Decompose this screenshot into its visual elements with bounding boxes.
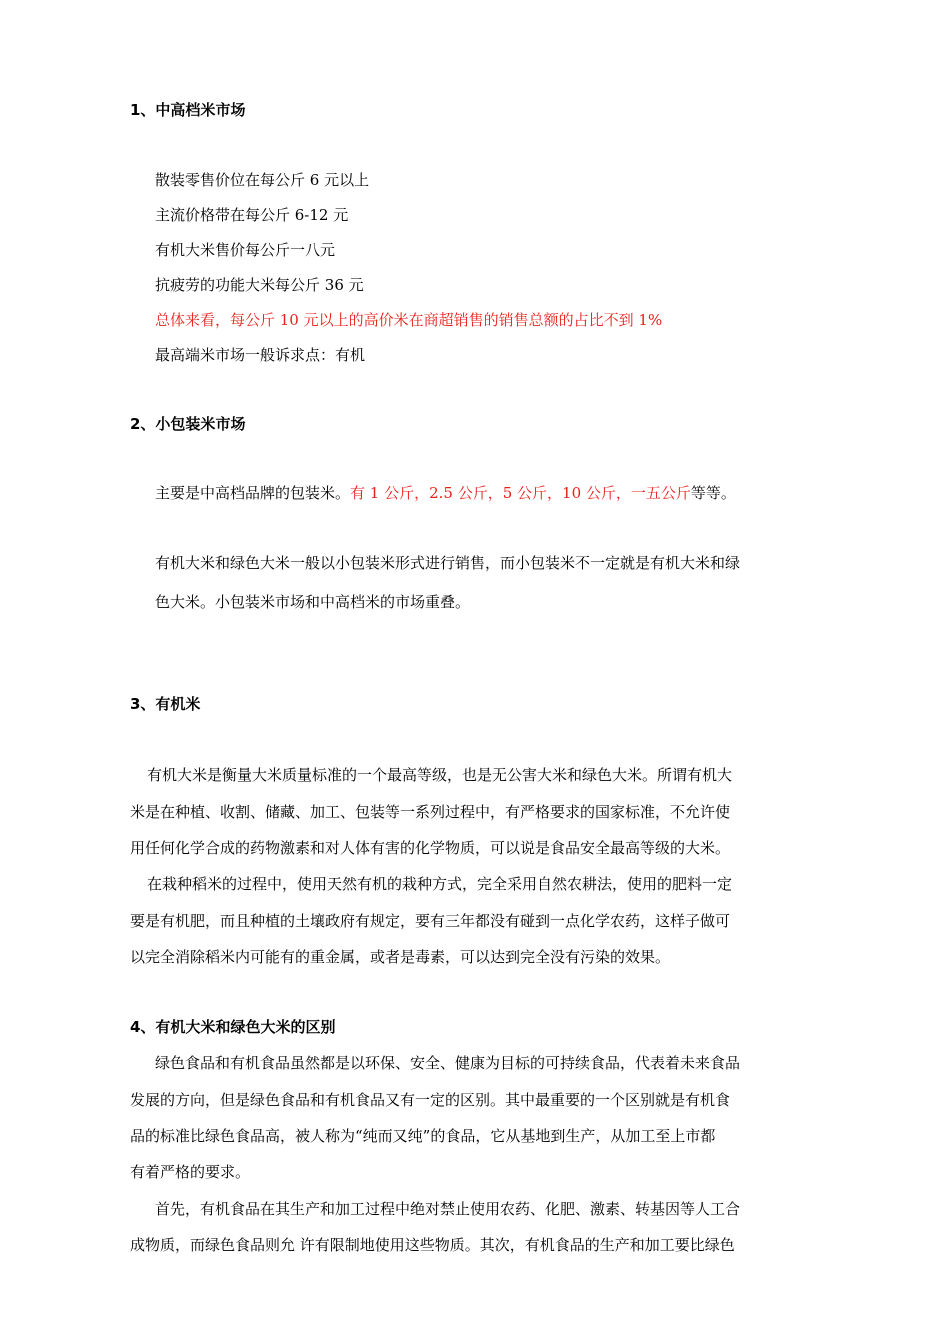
section-3-paragraph-1-line: 米是在种植、收割、储藏、加工、包装等一系列过程中，有严格要求的国家标准，不允许使 <box>130 803 731 821</box>
section-2-p1-highlight: 有 1 公斤，2.5 公斤，5 公斤，10 公斤，一五公斤 <box>350 484 691 502</box>
section-1-heading: 1、中高档米市场 <box>130 101 246 119</box>
section-2-paragraph-1 <box>155 483 736 503</box>
section-4-paragraph-1-line: 品的标准比绿色食品高，被人称为“纯而又纯”的食品，它从基地到生产，从加工至上市都 <box>130 1127 716 1145</box>
section-4-paragraph-2-line: 成物质，而绿色食品则允 许有限制地使用这些物质。其次，有机食品的生产和加工要比绿色 <box>130 1236 735 1254</box>
section-1-line: 最高端米市场一般诉求点：有机 <box>155 346 366 364</box>
section-3-paragraph-2-line: 在栽种稻米的过程中，使用天然有机的栽种方式，完全采用自然农耕法，使用的肥料一定 <box>147 875 733 893</box>
section-3-paragraph-2-line: 要是有机肥，而且种植的土壤政府有规定，要有三年都没有碰到一点化学农药，这样子做可 <box>130 912 731 930</box>
section-2-p1-suffix: 等等。 <box>690 484 736 502</box>
section-2-heading: 2、小包装米市场 <box>130 415 246 433</box>
section-1-highlight-line: 总体来看，每公斤 10 元以上的高价米在商超销售的销售总额的占比不到 1% <box>155 311 663 329</box>
section-1-line: 有机大米售价每公斤一八元 <box>155 241 336 259</box>
section-2-paragraph-2-line: 色大米。小包装米市场和中高档米的市场重叠。 <box>155 593 471 611</box>
section-3-paragraph-1-line: 用任何化学合成的药物激素和对人体有害的化学物质，可以说是食品安全最高等级的大米。 <box>130 839 731 857</box>
section-4-paragraph-2-line: 首先，有机食品在其生产和加工过程中绝对禁止使用农药、化肥、激素、转基因等人工合 <box>155 1200 741 1218</box>
section-3-paragraph-1-line: 有机大米是衡量大米质量标准的一个最高等级，也是无公害大米和绿色大米。所谓有机大 <box>147 766 733 784</box>
section-1-line: 散装零售价位在每公斤 6 元以上 <box>155 171 370 189</box>
section-3-heading: 3、有机米 <box>130 695 201 713</box>
section-1-line: 主流价格带在每公斤 6-12 元 <box>155 206 349 224</box>
section-2-paragraph-2-line: 有机大米和绿色大米一般以小包装米形式进行销售，而小包装米不一定就是有机大米和绿 <box>155 554 741 572</box>
section-4-paragraph-1-line: 绿色食品和有机食品虽然都是以环保、安全、健康为目标的可持续食品，代表着未来食品 <box>155 1054 741 1072</box>
section-1-line: 抗疲劳的功能大米每公斤 36 元 <box>155 276 364 294</box>
section-4-heading: 4、有机大米和绿色大米的区别 <box>130 1018 336 1036</box>
section-4-paragraph-1-line: 有着严格的要求。 <box>130 1163 251 1181</box>
section-3-paragraph-2-line: 以完全消除稻米内可能有的重金属，或者是毒素，可以达到完全没有污染的效果。 <box>130 948 671 966</box>
section-2-p1-prefix: 主要是中高档品牌的包装米。 <box>155 484 351 502</box>
section-4-paragraph-1-line: 发展的方向，但是绿色食品和有机食品又有一定的区别。其中最重要的一个区别就是有机食 <box>130 1091 731 1109</box>
